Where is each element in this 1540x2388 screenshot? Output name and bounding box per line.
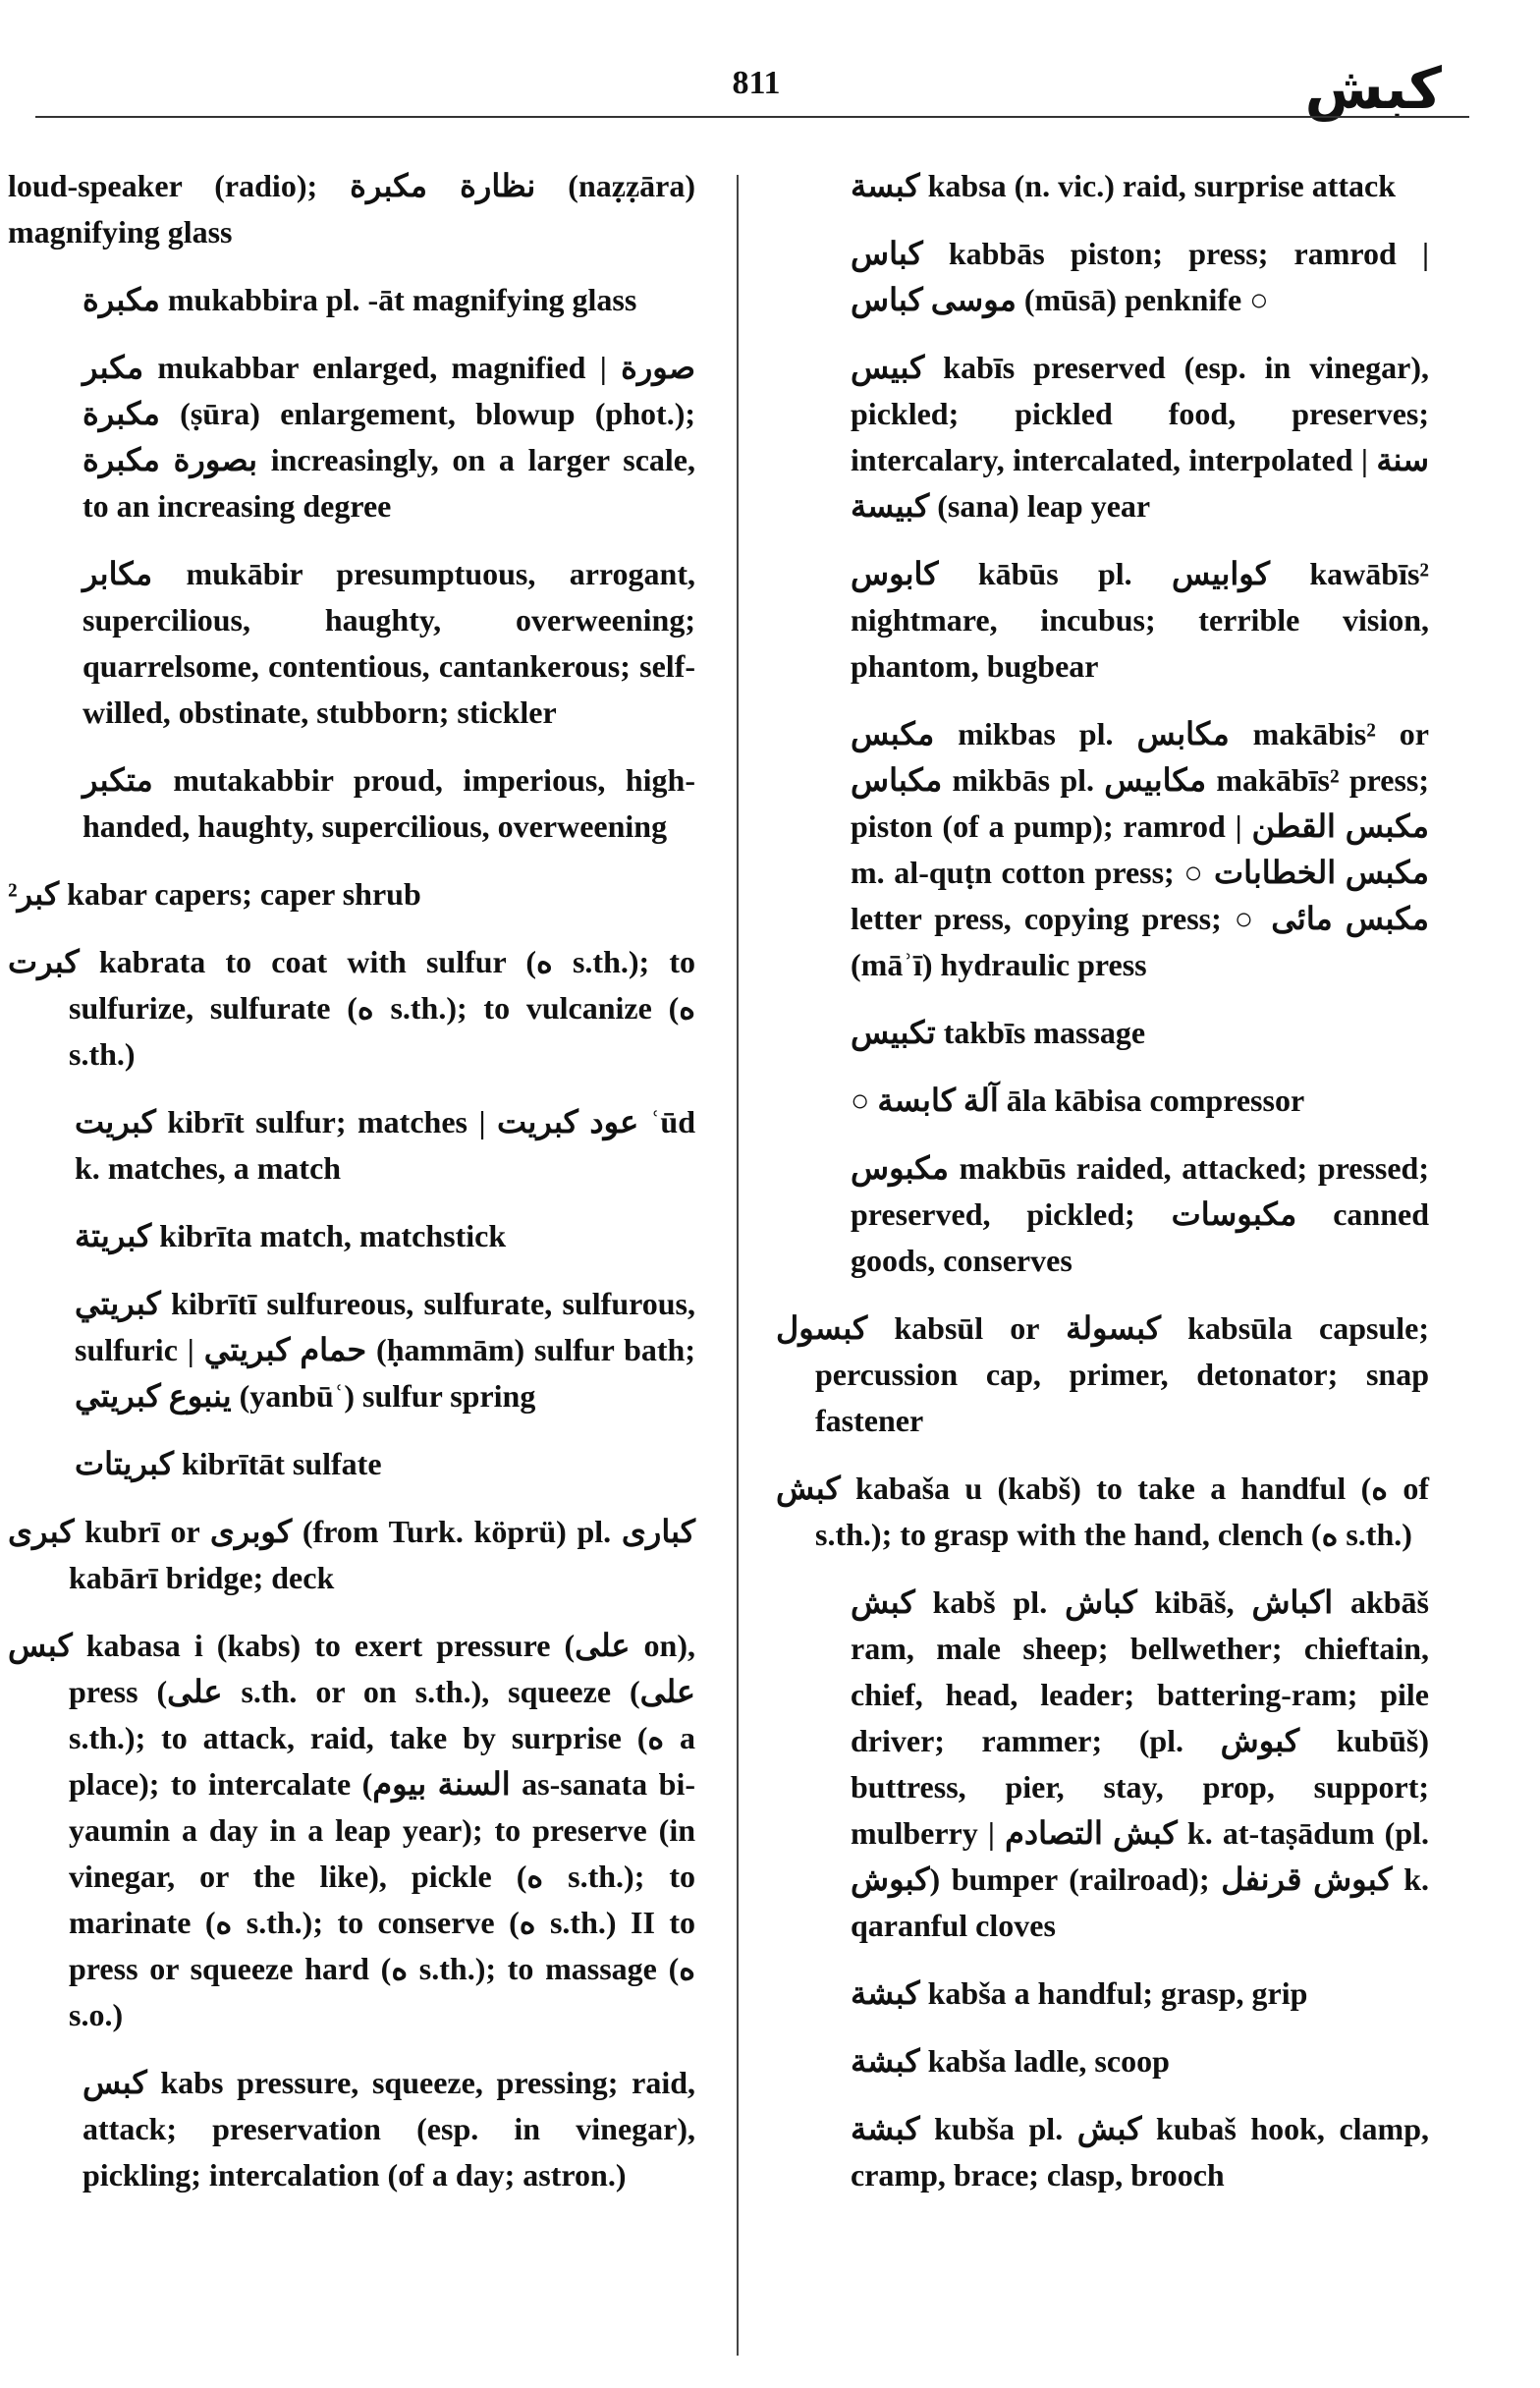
dictionary-entry: مكبس mikbas pl. مكابس makābis² or مكباس mikbās pl. مكابيس makābīs² press; piston (of a pump); ramrod | مكبس القطن m. al-quṭn cotton press; ○ مكبس الخطابات letter press, copying press; ○ مكبس مائى (māʾī) hydraulic press bbox=[851, 716, 1430, 982]
dictionary-entry: كبرت kabrata to coat with sulfur (ه s.th.); to sulfurize, sulfurate (ه s.th.); to vulcanize (ه s.th.) bbox=[8, 944, 696, 1072]
dictionary-entry: ²كبر kabar capers; caper shrub bbox=[8, 876, 421, 912]
dictionary-entry: كبش kabaša u (kabš) to take a handful (ه of s.th.); to grasp with the hand, clench (ه s.th.) bbox=[776, 1471, 1430, 1552]
dictionary-entry: مكبرة mukabbira pl. -āt magnifying glass bbox=[82, 282, 637, 317]
dictionary-entry: كبس kabasa i (kabs) to exert pressure (على on), press (على s.th. or on s.th.), squeeze (على s.th.); to attack, raid, take by surprise (ه a place); to intercalate (السنة بيوم as-sanata bi-yaumin a day in a leap year); to preserve (in vinegar, or the like), pickle (ه s.th.); to marinate (ه s.th.); to conserve (ه s.th.) II to press or squeeze hard (ه s.th.); to massage (ه s.o.) bbox=[8, 1628, 696, 2032]
dictionary-entry: loud-speaker (radio); نظارة مكبرة (naẓẓāra) magnifying glass bbox=[8, 168, 695, 250]
dictionary-entry: كبرى kubrī or كوبرى (from Turk. köprü) pl. كبارى kabārī bridge; deck bbox=[8, 1514, 695, 1595]
dictionary-entry: ○ آلة كابسة āla kābisa compressor bbox=[851, 1083, 1305, 1118]
dictionary-entry: كبسة kabsa (n. vic.) raid, surprise attack bbox=[851, 168, 1397, 203]
dictionary-entry: كبشة kabša a handful; grasp, grip bbox=[851, 1975, 1308, 2011]
dictionary-entry: مكبر mukabbar enlarged, magnified | صورة مكبرة (ṣūra) enlargement, blowup (phot.); بصورة مكبرة increasingly, on a larger scale, to an increasing degree bbox=[82, 350, 696, 524]
left-column bbox=[8, 163, 695, 2220]
dictionary-entry: كبس kabs pressure, squeeze, pressing; raid, attack; preservation (esp. in vinegar), pickling; intercalation (of a day; astron.) bbox=[82, 2065, 695, 2193]
dictionary-entry: كبريتي kibrītī sulfureous, sulfurate, sulfurous, sulfuric | حمام كبريتي (ḥammām) sulfur bath; ينبوع كبريتي (yanbūʿ) sulfur spring bbox=[75, 1286, 696, 1414]
dictionary-entry: كبشة kubša pl. كبش kubaš hook, clamp, cramp, brace; clasp, brooch bbox=[851, 2111, 1430, 2193]
dictionary-entry: كبريت kibrīt sulfur; matches | عود كبريت ʿūd k. matches, a match bbox=[75, 1104, 696, 1186]
dictionary-entry: كبريتة kibrīta match, matchstick bbox=[75, 1218, 507, 1253]
dictionary-entry: كبريتات kibrītāt sulfate bbox=[75, 1446, 382, 1481]
dictionary-entry: كباس kabbās piston; press; ramrod | موسى كباس (mūsā) penknife ○ bbox=[851, 236, 1429, 317]
column-divider bbox=[737, 175, 739, 2356]
dictionary-entry: متكبر mutakabbir proud, imperious, high-handed, haughty, supercilious, overweening bbox=[82, 762, 695, 844]
right-column bbox=[776, 163, 1429, 2220]
dictionary-entry: مكابر mukābir presumptuous, arrogant, supercilious, haughty, overweening; quarrelsome, contentious, cantankerous; self-willed, obstinate, stubborn; stickler bbox=[82, 556, 695, 730]
dictionary-entry: مكبوس makbūs raided, attacked; pressed; preserved, pickled; مكبوسات canned goods, conserves bbox=[851, 1150, 1430, 1278]
header-root-word: كبش bbox=[1304, 55, 1442, 122]
dictionary-entry: تكبيس takbīs massage bbox=[851, 1015, 1146, 1050]
page-number: 811 bbox=[732, 65, 781, 101]
dictionary-entry: كابوس kābūs pl. كوابيس kawābīs² nightmare, incubus; terrible vision, phantom, bugbear bbox=[851, 556, 1430, 684]
dictionary-entry: كبيس kabīs preserved (esp. in vinegar), pickled; pickled food, preserves; intercalary, intercalated, interpolated | سنة كبيسة (sana) leap year bbox=[851, 350, 1429, 524]
dictionary-entry: كبش kabš pl. كباش kibāš, اكباش akbāš ram, male sheep; bellwether; chieftain, chief, head, leader; battering-ram; pile driver; rammer; (pl. كبوش kubūš) buttress, pier, stay, prop, support; mulberry | كبش التصادم k. at-taṣādum (pl. كبوش) bumper (railroad); كبوش قرنفل k. qaranful cloves bbox=[851, 1584, 1430, 1943]
header-rule bbox=[35, 116, 1469, 118]
dictionary-entry: كبشة kabša ladle, scoop bbox=[851, 2043, 1170, 2079]
dictionary-entry: كبسول kabsūl or كبسولة kabsūla capsule; percussion cap, primer, detonator; snap fastener bbox=[776, 1310, 1430, 1438]
